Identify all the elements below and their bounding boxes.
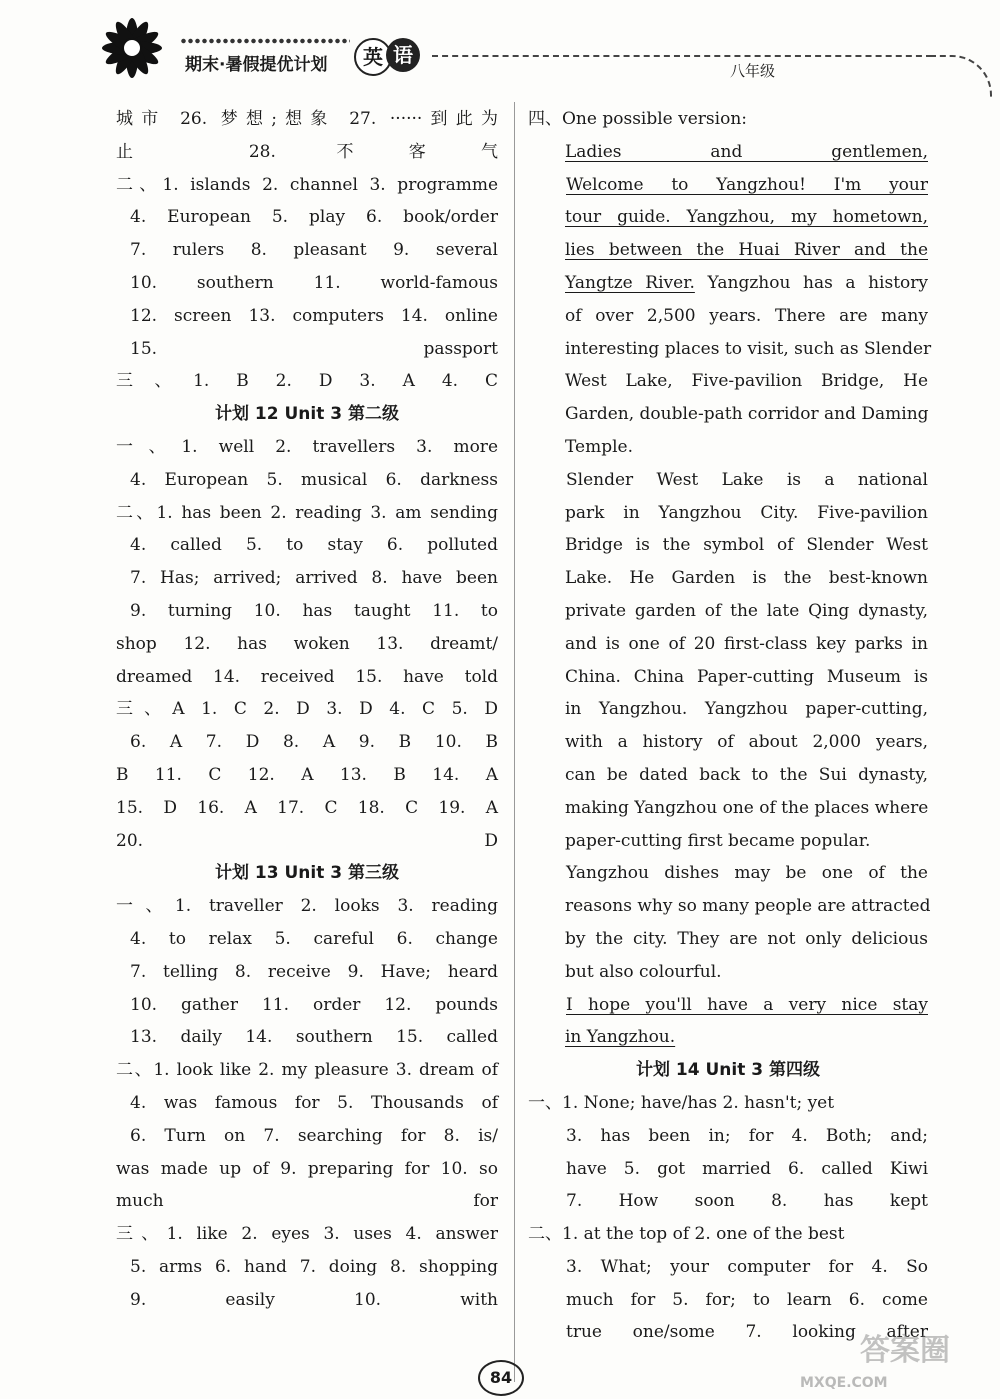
subject-char-2: 语 xyxy=(386,38,420,72)
text-line xyxy=(528,1251,928,1284)
text-line xyxy=(116,1284,498,1317)
book-title: 期末·暑假提优计划 xyxy=(185,55,328,75)
line-text: Slender West Lake is a national xyxy=(566,469,928,490)
text-line xyxy=(528,759,928,792)
line-text: 3. has been in; for 4. Both; and; xyxy=(566,1125,928,1146)
line-text: I hope you'll have a very nice stay xyxy=(566,994,928,1015)
text-line xyxy=(528,136,928,169)
text-line xyxy=(528,464,928,497)
text-line xyxy=(528,267,928,300)
text-line xyxy=(528,595,928,628)
text-line xyxy=(528,1153,928,1186)
text-line xyxy=(116,1021,498,1054)
text-line xyxy=(528,923,928,956)
text-line xyxy=(116,595,498,628)
text-line xyxy=(528,1284,928,1317)
line-text: 3. What; your computer for 4. So xyxy=(566,1256,928,1277)
line-text: in Yangzhou. xyxy=(565,1027,676,1048)
text-line xyxy=(528,989,928,1022)
line-text: 四、One possible version: xyxy=(528,109,747,129)
line-text: 三、A 1. C 2. D 3. D 4. C 5. D xyxy=(116,699,498,720)
watermark: 答案圈 xyxy=(860,1333,950,1368)
text-line xyxy=(116,398,498,431)
text-line xyxy=(116,857,498,890)
flower-icon xyxy=(92,8,172,88)
text-line xyxy=(116,989,498,1022)
text-line xyxy=(528,792,928,825)
line-text: 4. to relax 5. careful 6. change xyxy=(130,928,498,949)
line-text: 9. turning 10. has taught 11. to xyxy=(130,600,498,621)
line-text: can be dated back to the Sui dynasty, xyxy=(565,764,928,785)
subject-char-1: 英 xyxy=(354,38,392,76)
line-text: 6. A 7. D 8. A 9. B 10. B xyxy=(130,732,498,753)
text-line xyxy=(116,1218,498,1251)
line-text: 计划 14 Unit 3 第四级 xyxy=(635,1060,821,1081)
text-line xyxy=(116,497,498,530)
line-text: B 11. C 12. A 13. B 14. A xyxy=(116,764,498,785)
text-line xyxy=(528,1185,928,1218)
text-line xyxy=(528,661,928,694)
text-line xyxy=(528,693,928,726)
text-line xyxy=(528,333,932,366)
line-text: 二、1. at the top of 2. one of the best xyxy=(528,1224,845,1245)
text-line xyxy=(528,1087,928,1120)
text-line xyxy=(528,529,928,562)
line-text: and is one of 20 first-class key parks in xyxy=(565,633,928,654)
text-line xyxy=(116,1251,498,1284)
line-text: 4. was famous for 5. Thousands of xyxy=(130,1092,498,1113)
line-text: true one/some 7. looking after xyxy=(566,1322,928,1343)
decorative-dots xyxy=(180,36,350,46)
page-number: 84 xyxy=(478,1360,524,1396)
text-line xyxy=(528,169,928,202)
line-text: Garden, double-path corridor and Daming xyxy=(565,404,929,425)
line-text: Lake. He Garden is the best-known xyxy=(565,568,928,589)
page-header xyxy=(0,0,1000,100)
text-line xyxy=(528,562,928,595)
text-line xyxy=(528,1021,928,1054)
line-text: tour guide. Yangzhou, my hometown, xyxy=(565,207,928,228)
text-line xyxy=(528,890,931,923)
text-line xyxy=(116,1185,498,1218)
line-text: reasons why so many people are attracted xyxy=(565,896,931,917)
line-text: 12. screen 13. computers 14. online xyxy=(130,305,498,326)
text-line xyxy=(528,234,928,267)
text-line xyxy=(528,857,928,890)
line-text: private garden of the late Qing dynasty, xyxy=(565,600,928,621)
line-text: 城市 26. 梦想;想象 27. ······到此为 xyxy=(116,109,498,129)
left-answer-column xyxy=(116,103,498,1316)
line-text: in Yangzhou. Yangzhou paper-cutting, xyxy=(565,699,928,720)
line-text: 9. easily 10. with xyxy=(130,1289,498,1310)
text-line xyxy=(528,956,928,989)
line-text: Bridge is the symbol of Slender West xyxy=(565,535,928,556)
line-text: 止 28. 不客气 xyxy=(116,141,498,162)
text-line xyxy=(116,726,498,759)
text-line xyxy=(116,825,498,858)
line-text: West Lake, Five-pavilion Bridge, He xyxy=(565,371,928,392)
watermark-url: MXQE.COM xyxy=(800,1375,888,1391)
text-line xyxy=(116,1120,498,1153)
line-text: 4. called 5. to stay 6. polluted xyxy=(130,535,498,556)
line-text: dreamed 14. received 15. have told xyxy=(116,666,498,687)
line-text: 7. rulers 8. pleasant 9. several xyxy=(130,240,498,261)
line-text: 7. Has; arrived; arrived 8. have been xyxy=(130,568,498,589)
line-text: 二、1. look like 2. my pleasure 3. dream of xyxy=(116,1060,498,1081)
text-line xyxy=(116,693,498,726)
text-line xyxy=(116,1087,498,1120)
text-line xyxy=(528,365,928,398)
text-line xyxy=(528,726,928,759)
text-line xyxy=(528,628,928,661)
line-text: making Yangzhou one of the places where xyxy=(565,797,929,818)
line-text: 二、1. islands 2. channel 3. programme xyxy=(116,174,498,195)
column-divider xyxy=(514,102,515,1382)
line-text: park in Yangzhou City. Five-pavilion xyxy=(565,502,928,523)
text-line xyxy=(116,792,498,825)
text-line xyxy=(116,103,498,136)
text-line xyxy=(528,1120,928,1153)
text-line xyxy=(528,201,928,234)
line-text: 15. D 16. A 17. C 18. C 19. A xyxy=(116,797,498,818)
header-dashed-line xyxy=(432,55,932,57)
plain-text: Yangzhou has a history xyxy=(694,272,928,293)
text-line xyxy=(528,825,928,858)
line-text: was made up of 9. preparing for 10. so xyxy=(116,1158,498,1179)
line-text: 10. southern 11. world-famous xyxy=(130,272,498,293)
text-line xyxy=(116,365,498,398)
line-text: 10. gather 11. order 12. pounds xyxy=(130,994,498,1015)
text-line xyxy=(528,1054,928,1087)
header-dashed-curve xyxy=(930,55,992,97)
line-text: with a history of about 2,000 years, xyxy=(565,732,928,753)
line-text: by the city. They are not only delicious xyxy=(565,928,928,949)
text-line xyxy=(528,431,928,464)
line-text: have 5. got married 6. called Kiwi xyxy=(566,1158,928,1179)
text-line xyxy=(116,1054,498,1087)
line-text: Ladies and gentlemen, xyxy=(565,141,928,162)
text-line xyxy=(116,661,498,694)
line-text: China. China Paper-cutting Museum is xyxy=(565,666,928,687)
text-line xyxy=(116,1153,498,1186)
text-line xyxy=(116,169,498,202)
text-line xyxy=(116,956,498,989)
line-text: lies between the Huai River and the xyxy=(565,240,928,261)
line-text: 一、1. traveller 2. looks 3. reading xyxy=(116,896,498,917)
line-text: 7. How soon 8. has kept xyxy=(566,1191,928,1212)
line-text: much for xyxy=(116,1191,498,1212)
text-line xyxy=(528,398,928,431)
text-line xyxy=(116,890,498,923)
text-line xyxy=(116,234,498,267)
grade-label: 八年级 xyxy=(730,62,776,80)
text-line xyxy=(116,300,498,333)
line-text: 一、1. well 2. travellers 3. more xyxy=(116,436,498,457)
line-text: interesting places to visit, such as Slender xyxy=(565,338,932,359)
text-line xyxy=(116,759,498,792)
text-line xyxy=(116,431,498,464)
line-text: Temple. xyxy=(565,436,633,457)
underlined-text: Yangtze River. xyxy=(565,272,695,293)
subject-badge xyxy=(354,38,420,76)
text-line xyxy=(116,201,498,234)
text-line xyxy=(116,923,498,956)
line-text: Yangzhou dishes may be one of the xyxy=(566,863,928,884)
line-text: 计划 12 Unit 3 第二级 xyxy=(214,404,400,425)
text-line xyxy=(528,103,928,136)
line-text: paper-cutting first became popular. xyxy=(565,830,871,851)
text-line xyxy=(116,464,498,497)
line-text: Welcome to Yangzhou! I'm your xyxy=(566,174,928,195)
line-text: 15. passport xyxy=(130,338,498,359)
text-line xyxy=(116,529,498,562)
line-text: much for 5. for; to learn 6. come xyxy=(566,1289,928,1310)
line-text: 计划 13 Unit 3 第三级 xyxy=(214,863,400,884)
right-answer-column xyxy=(528,103,932,1349)
line-text: 5. arms 6. hand 7. doing 8. shopping xyxy=(130,1256,498,1277)
line-text: but also colourful. xyxy=(565,961,722,982)
line-text: 20. D xyxy=(116,830,498,851)
line-text: 7. telling 8. receive 9. Have; heard xyxy=(130,961,498,982)
text-line xyxy=(116,333,498,366)
text-line xyxy=(116,136,498,169)
line-text: 13. daily 14. southern 15. called xyxy=(130,1027,498,1048)
text-line xyxy=(528,300,928,333)
line-text: 三、1. B 2. D 3. A 4. C xyxy=(116,371,498,392)
text-line xyxy=(116,267,498,300)
line-text: 一、1. None; have/has 2. hasn't; yet xyxy=(528,1092,835,1113)
line-text: shop 12. has woken 13. dreamt/ xyxy=(116,633,498,654)
line-text: of over 2,500 years. There are many xyxy=(565,305,928,326)
line-text: 二、1. has been 2. reading 3. am sending xyxy=(116,502,498,523)
text-line xyxy=(116,628,498,661)
line-text: 6. Turn on 7. searching for 8. is/ xyxy=(130,1125,498,1146)
text-line xyxy=(528,497,928,530)
line-text: 三、1. like 2. eyes 3. uses 4. answer xyxy=(116,1224,498,1245)
line-text: 4. European 5. play 6. book/order xyxy=(130,207,498,228)
text-line xyxy=(116,562,498,595)
text-line xyxy=(528,1218,928,1251)
line-text: 4. European 5. musical 6. darkness xyxy=(130,469,498,490)
